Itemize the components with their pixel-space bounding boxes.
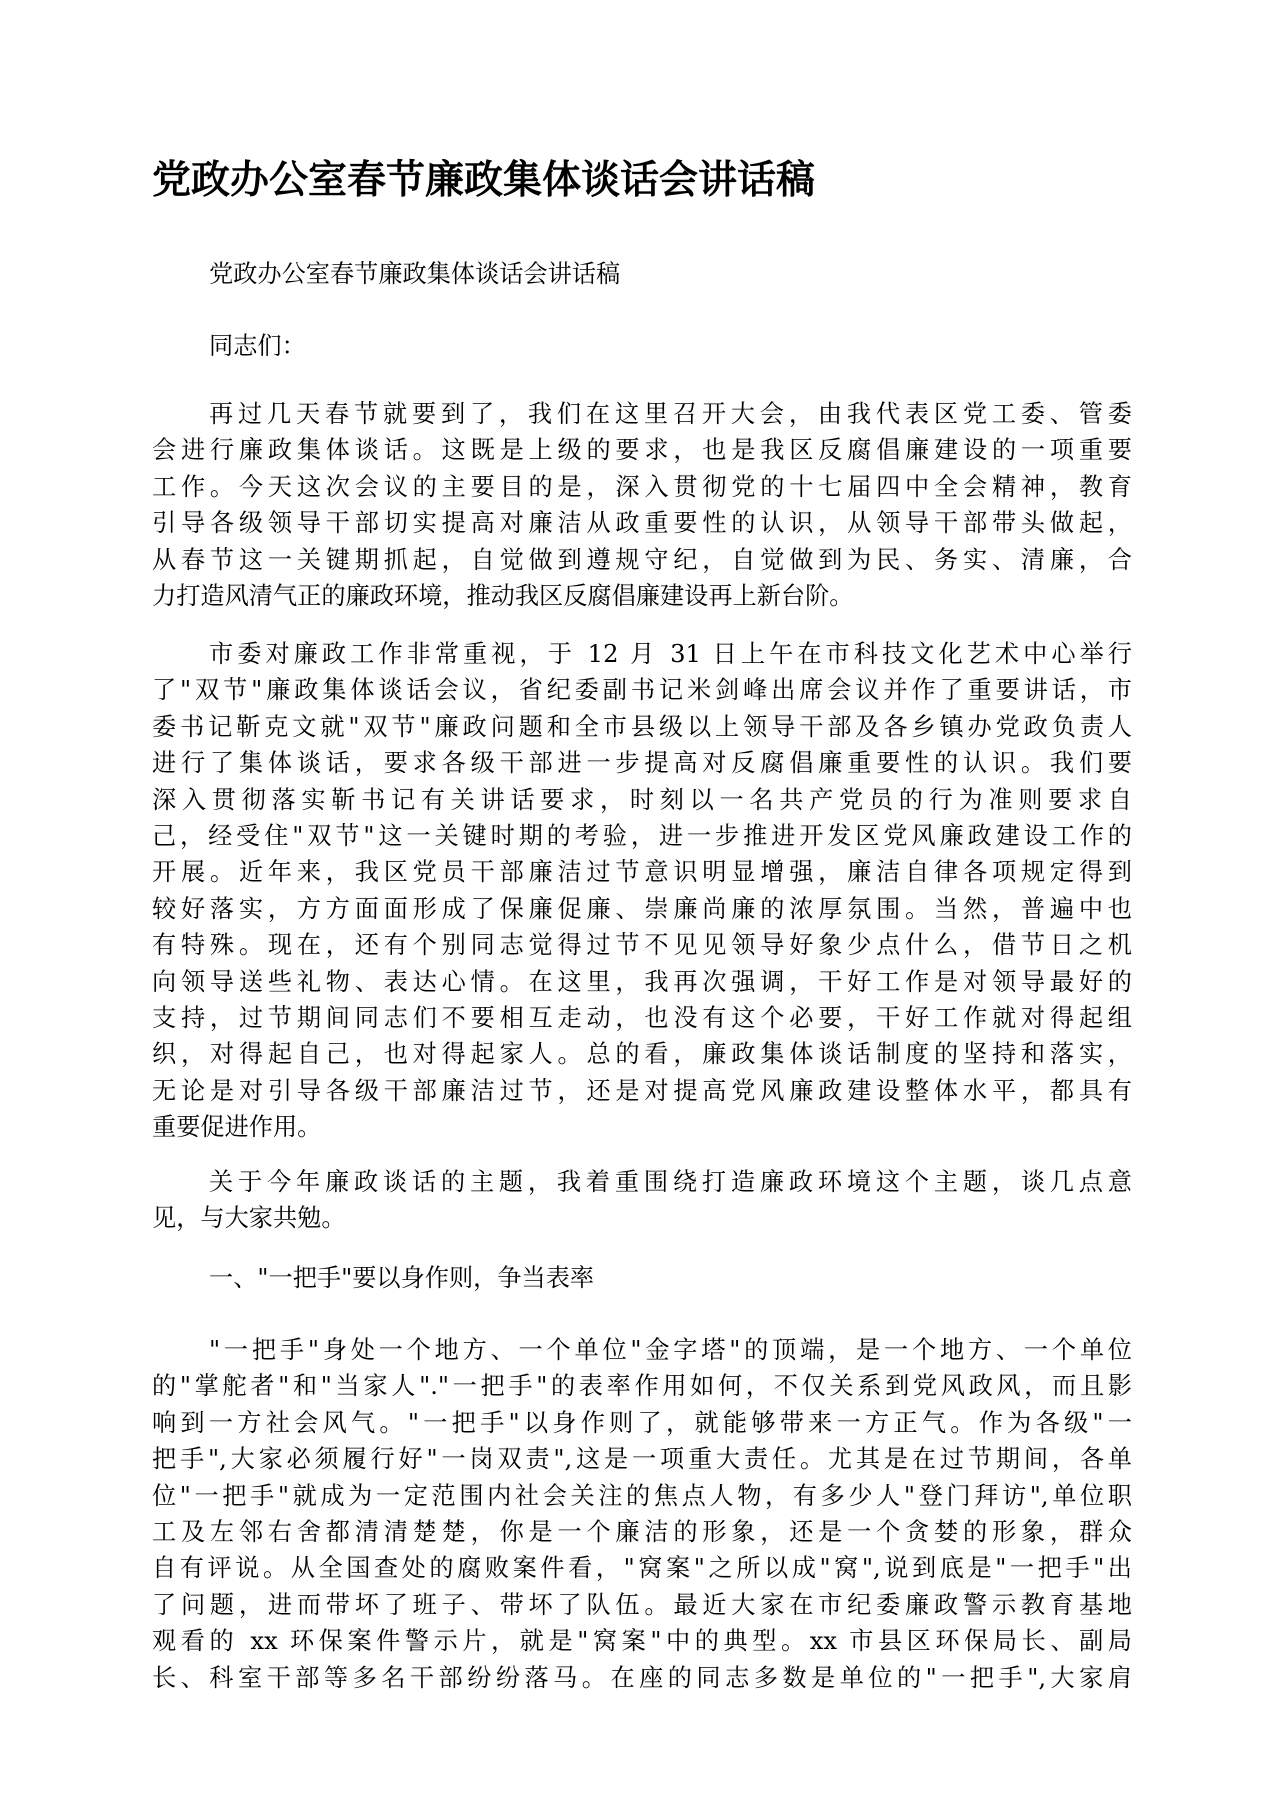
salutation: 同志们： bbox=[209, 332, 306, 360]
section-heading-1: 一、"一把手"要以身作则，争当表率 bbox=[209, 1264, 595, 1292]
document-subtitle: 党政办公室春节廉政集体谈话会讲话稿 bbox=[209, 260, 621, 288]
document-title: 党政办公室春节廉政集体谈话会讲话稿 bbox=[152, 158, 816, 203]
paragraph-3: 关于今年廉政谈话的主题，我着重围绕打造廉政环境这个主题，谈几点意 见，与大家共勉。 bbox=[152, 1168, 1132, 1233]
paragraph-1: 再过几天春节就要到了，我们在这里召开大会，由我代表区党工委、管委 会进行廉政集体谈话。这既是上级的要求，也是我区反腐倡廉建设的一项重要 工作。今天这次会议的主要目的是，深入贯彻党的十七届四中全会精神，教育 引导各级领导干部切实提高对廉洁从政重要性的认识，从领导干部带头做起， 从春节这一关键期抓起，自觉做到遵规守纪，自觉做到为民、务实、清廉，合 力打造风清气正的廉政环境，推动我区反腐倡廉建设再上新台阶。 bbox=[152, 400, 1132, 611]
paragraph-2: 市委对廉政工作非常重视，于 12 月 31 日上午在市科技文化艺术中心举行 了"双节"廉政集体谈话会议，省纪委副书记米剑峰出席会议并作了重要讲话，市 委书记靳克文就"双节"廉政问题和全市县级以上领导干部及各乡镇办党政负责人 进行了集体谈话，要求各级干部进一步提高对反腐倡廉重要性的认识。我们要 深入贯彻落实靳书记有关讲话要求，时刻以一名共产党员的行为准则要求自 己，经受住"双节"这一关键时期的考验，进一步推进开发区党风廉政建设工作的 开展。近年来，我区党员干部廉洁过节意识明显增强，廉洁自律各项规定得到 较好落实，方方面面形成了保廉促廉、崇廉尚廉的浓厚氛围。当然，普遍中也 有特殊。现在，还有个别同志觉得过节不见见领导好象少点什么，借节日之机 向领导送些礼物、表达心情。在这里，我再次强调，干好工作是对领导最好的 支持，过节期间同志们不要相互走动，也没有这个必要，干好工作就对得起组 织，对得起自己，也对得起家人。总的看，廉政集体谈话制度的坚持和落实， 无论是对引导各级干部廉洁过节，还是对提高党风廉政建设整体水平，都具有 重要促进作用。 bbox=[152, 640, 1132, 1142]
paragraph-4: "一把手"身处一个地方、一个单位"金字塔"的顶端，是一个地方、一个单位 的"掌舵者"和"当家人"."一把手"的表率作用如何，不仅关系到党风政风，而且影 响到一方社会风气。"一把手"以身作则了，就能够带来一方正气。作为各级"一 把手",大家必须履行好"一岗双责",这是一项重大责任。尤其是在过节期间，各单 位"一把手"就成为一定范围内社会关注的焦点人物，有多少人"登门拜访",单位职 工及左邻右舍都清清楚楚，你是一个廉洁的形象，还是一个贪婪的形象，群众 自有评说。从全国查处的腐败案件看，"窝案"之所以成"窝",说到底是"一把手"出 了问题，进而带坏了班子、带坏了队伍。最近大家在市纪委廉政警示教育基地 观看的 xx 环保案件警示片，就是"窝案"中的典型。xx 市县区环保局长、副局 长、科室干部等多名干部纷纷落马。在座的同志多数是单位的"一把手",大家肩 bbox=[152, 1336, 1132, 1692]
